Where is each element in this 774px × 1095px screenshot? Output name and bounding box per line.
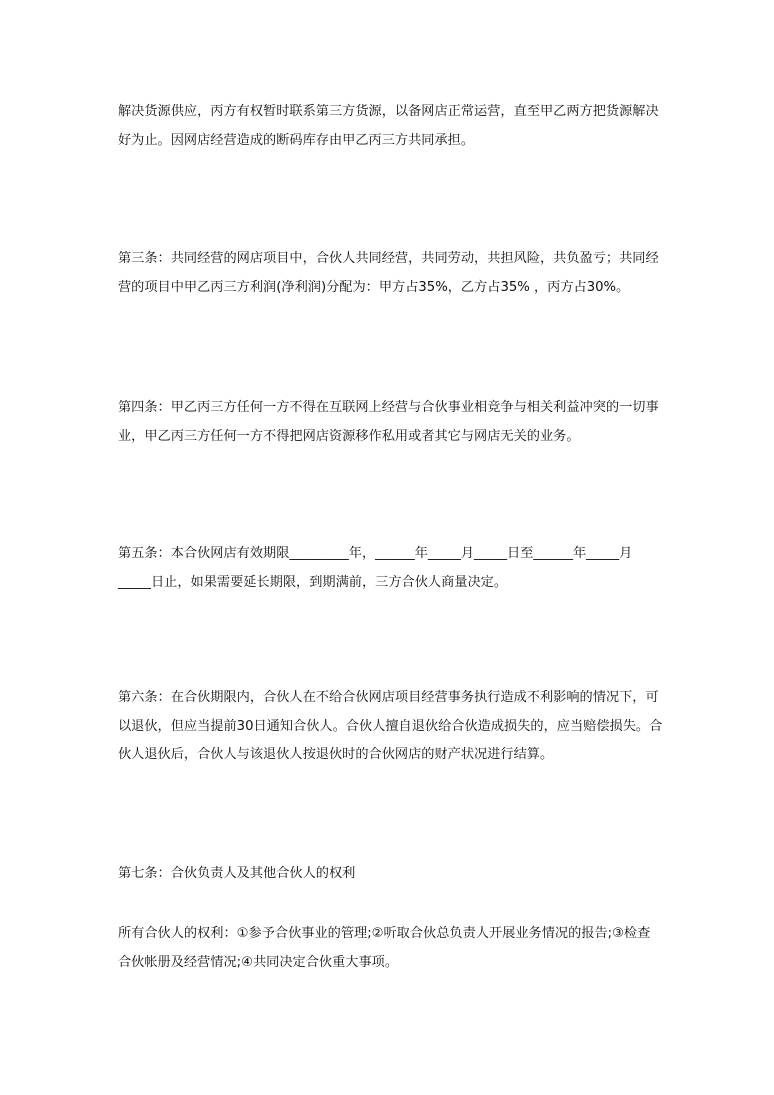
paragraph-partner-rights: 所有合伙人的权利：①参予合伙事业的管理;②听取合伙总负责人开展业务情况的报告;③检查合伙帐册及经营情况;④共同决定合伙重大事项。	[118, 926, 651, 970]
paragraph-article-7-heading: 第七条：合伙负责人及其他合伙人的权利	[118, 866, 356, 881]
paragraph-article-3: 第三条：共同经营的网店项目中，合伙人共同经营，共同劳动，共担风险，共负盈亏；共同经营的项目中甲乙丙三方利润(净利润)分配为：甲方占35%，乙方占35% ，丙方占30%。	[118, 251, 659, 295]
paragraph-article-4: 第四条：甲乙丙三方任何一方不得在互联网上经营与合伙事业相竞争与相关利益冲突的一切事业，甲乙丙三方任何一方不得把网店资源移作私用或者其它与网店无关的业务。	[118, 400, 659, 444]
paragraph-article-5: 第五条：本合伙网店有效期限_________年，______年_____月_____日至______年_____月_____日止，如果需要延长期限，到期满前，三方合伙人商量决定。	[118, 546, 633, 590]
paragraph-article-6: 第六条：在合伙期限内，合伙人在不给合伙网店项目经营事务执行造成不利影响的情况下，可以退伙，但应当提前30日通知合伙人。合伙人擅自退伙给合伙造成损失的，应当赔偿损失。合伙人退伙后，合伙人与该退伙人按退伙时的合伙网店的财产状况进行结算。	[118, 690, 663, 763]
paragraph-supply-continuation: 解决货源供应，丙方有权暂时联系第三方货源，以备网店正常运营，直至甲乙两方把货源解决好为止。因网店经营造成的断码库存由甲乙丙三方共同承担。	[118, 104, 659, 148]
